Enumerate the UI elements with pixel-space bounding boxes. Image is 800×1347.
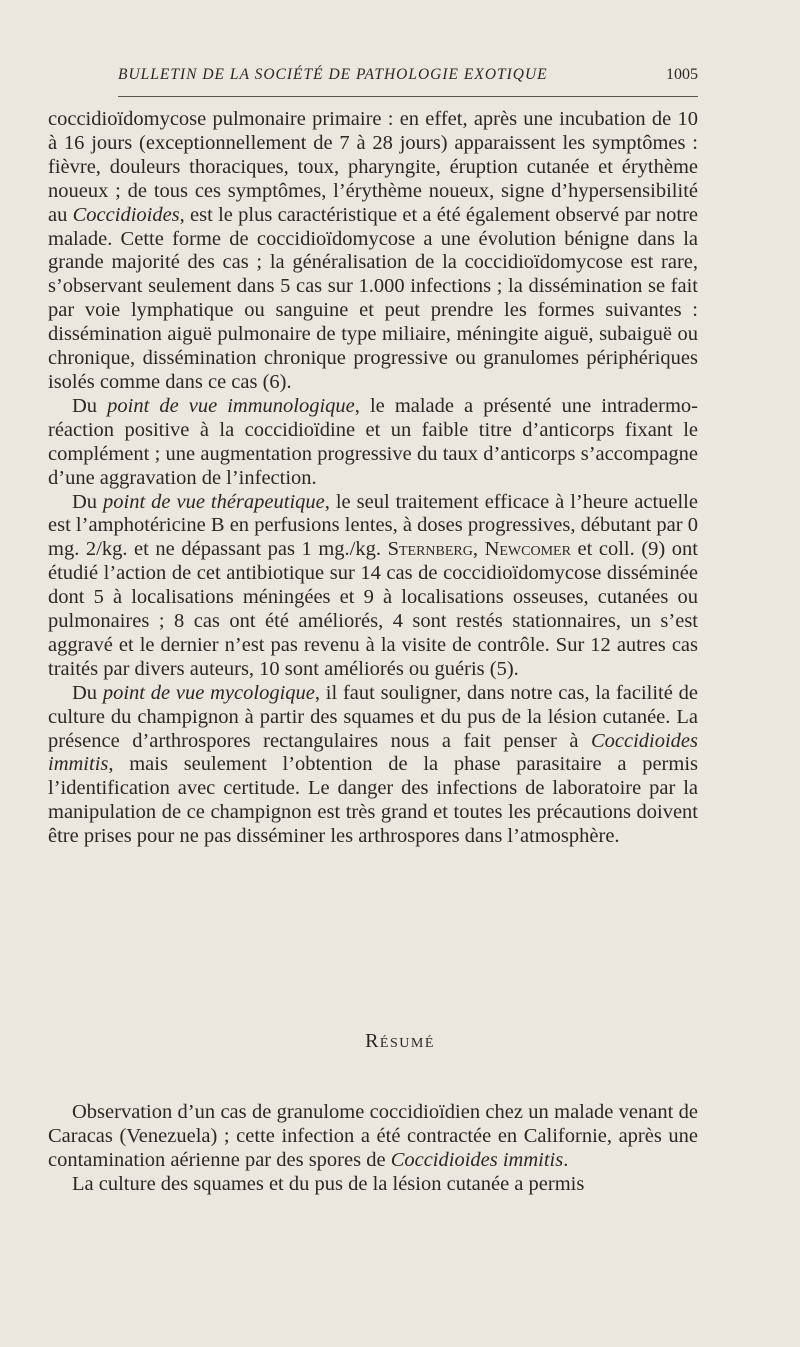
- section-heading: Résumé: [365, 1030, 435, 1052]
- text-run: Du: [72, 394, 108, 417]
- text-run: , le seul traitement efficace à l’heure actuelle est l’amphotéricine B en perfusions lentes, à doses progressives, débutant par 0 mg. 2/kg. et ne dépassant pas 1 mg./kg.: [48, 490, 698, 561]
- running-header: [118, 66, 698, 90]
- italic-run: Coccidioides immitis: [390, 1148, 564, 1171]
- text-run: , mais seulement l’obtention de la phase parasitaire a permis l’identification avec certitude. Le danger des infections de laboratoire par la manipulation de ce champignon est très grand et toutes les précautions doivent être prises pour ne pas disséminer les arthrospores dans l’atmosphère.: [48, 753, 698, 848]
- paragraph: [48, 682, 698, 849]
- paragraph: [48, 1101, 698, 1173]
- italic-run: Coccidioides: [72, 203, 180, 226]
- running-title: BULLETIN DE LA SOCIÉTÉ DE PATHOLOGIE EXOTIQUE: [118, 66, 548, 83]
- paragraph: [48, 395, 698, 491]
- paragraph: [48, 108, 698, 395]
- header-rule: [118, 96, 698, 97]
- paragraph: [48, 1173, 698, 1197]
- text-run: , le malade a présenté une intradermo-réaction positive à la coccidioïdine et un faible titre d’anticorps fixant le complément ; une augmentation progressive du taux d’anticorps s’accompagne d’une aggravation de l’infection.: [48, 394, 698, 489]
- text-run: Du: [72, 681, 103, 704]
- body-text: [48, 108, 698, 849]
- text-run: , est le plus caractéristique et a été également observé par notre malade. Cette forme de coccidioïdomycose a une évolution bénigne dans la grande majorité des cas ; la généralisation de la coccidioïdomycose est rare, s’observant seulement dans 5 cas sur 1.000 infections ; la dissémination se fait par voie lymphatique ou sanguine et peut prendre les formes suivantes : dissémination aiguë pulmonaire de type miliaire, méningite aiguë, subaiguë ou chronique, dissémination chronique progressive ou granulomes périphériques isolés comme dans ce cas (6).: [48, 203, 698, 393]
- text-run: .: [563, 1148, 569, 1171]
- text-run: Du: [72, 490, 104, 513]
- text-run: La culture des squames et du pus de la lésion cutanée a permis: [72, 1172, 585, 1195]
- text-run: et coll. (9) ont étudié l’action de cet antibiotique sur 14 cas de coccidioïdomycose disséminée dont 5 à localisations méningées et 9 à localisations osseuses, cutanées ou pulmonaires ; 8 cas ont été améliorés, 4 sont restés stationnaires, un s’est aggravé et le dernier n’est pas revenu à la visite de contrôle. Sur 12 autres cas traités par divers auteurs, 10 sont améliorés ou guéris (5).: [48, 538, 699, 680]
- italic-run: point de vue immunologique: [107, 394, 355, 417]
- author-names: Sternberg, Newcomer: [387, 538, 571, 561]
- italic-run: point de vue mycologique: [102, 681, 315, 704]
- italic-run: Coccidioides immitis: [48, 729, 698, 776]
- text-run: coccidioïdomycose pulmonaire primaire : en effet, après une incubation de 10 à 16 jours (exceptionnellement de 7 à 28 jours) apparaissent les symptômes : fièvre, douleurs thoraciques, toux, pharyngite, éruption cutanée et érythème noueux ; de tous ces symptômes, l’érythème noueux, signe d’hypersensibilité au: [48, 108, 698, 226]
- text-run: , il faut souligner, dans notre cas, la facilité de culture du champignon à partir des squames et du pus de la lésion cutanée. La présence d’arthrospores rectangulaires nous a fait penser à: [48, 681, 698, 752]
- page-number: 1005: [666, 66, 698, 83]
- paragraph: [48, 491, 698, 682]
- text-run: Observation d’un cas de granulome coccidioïdien chez un malade venant de Caracas (Venezuela) ; cette infection a été contractée en Californie, après une contamination aérienne par des spores de: [48, 1101, 698, 1171]
- summary-text: [48, 1101, 698, 1197]
- italic-run: point de vue thérapeutique: [103, 490, 325, 513]
